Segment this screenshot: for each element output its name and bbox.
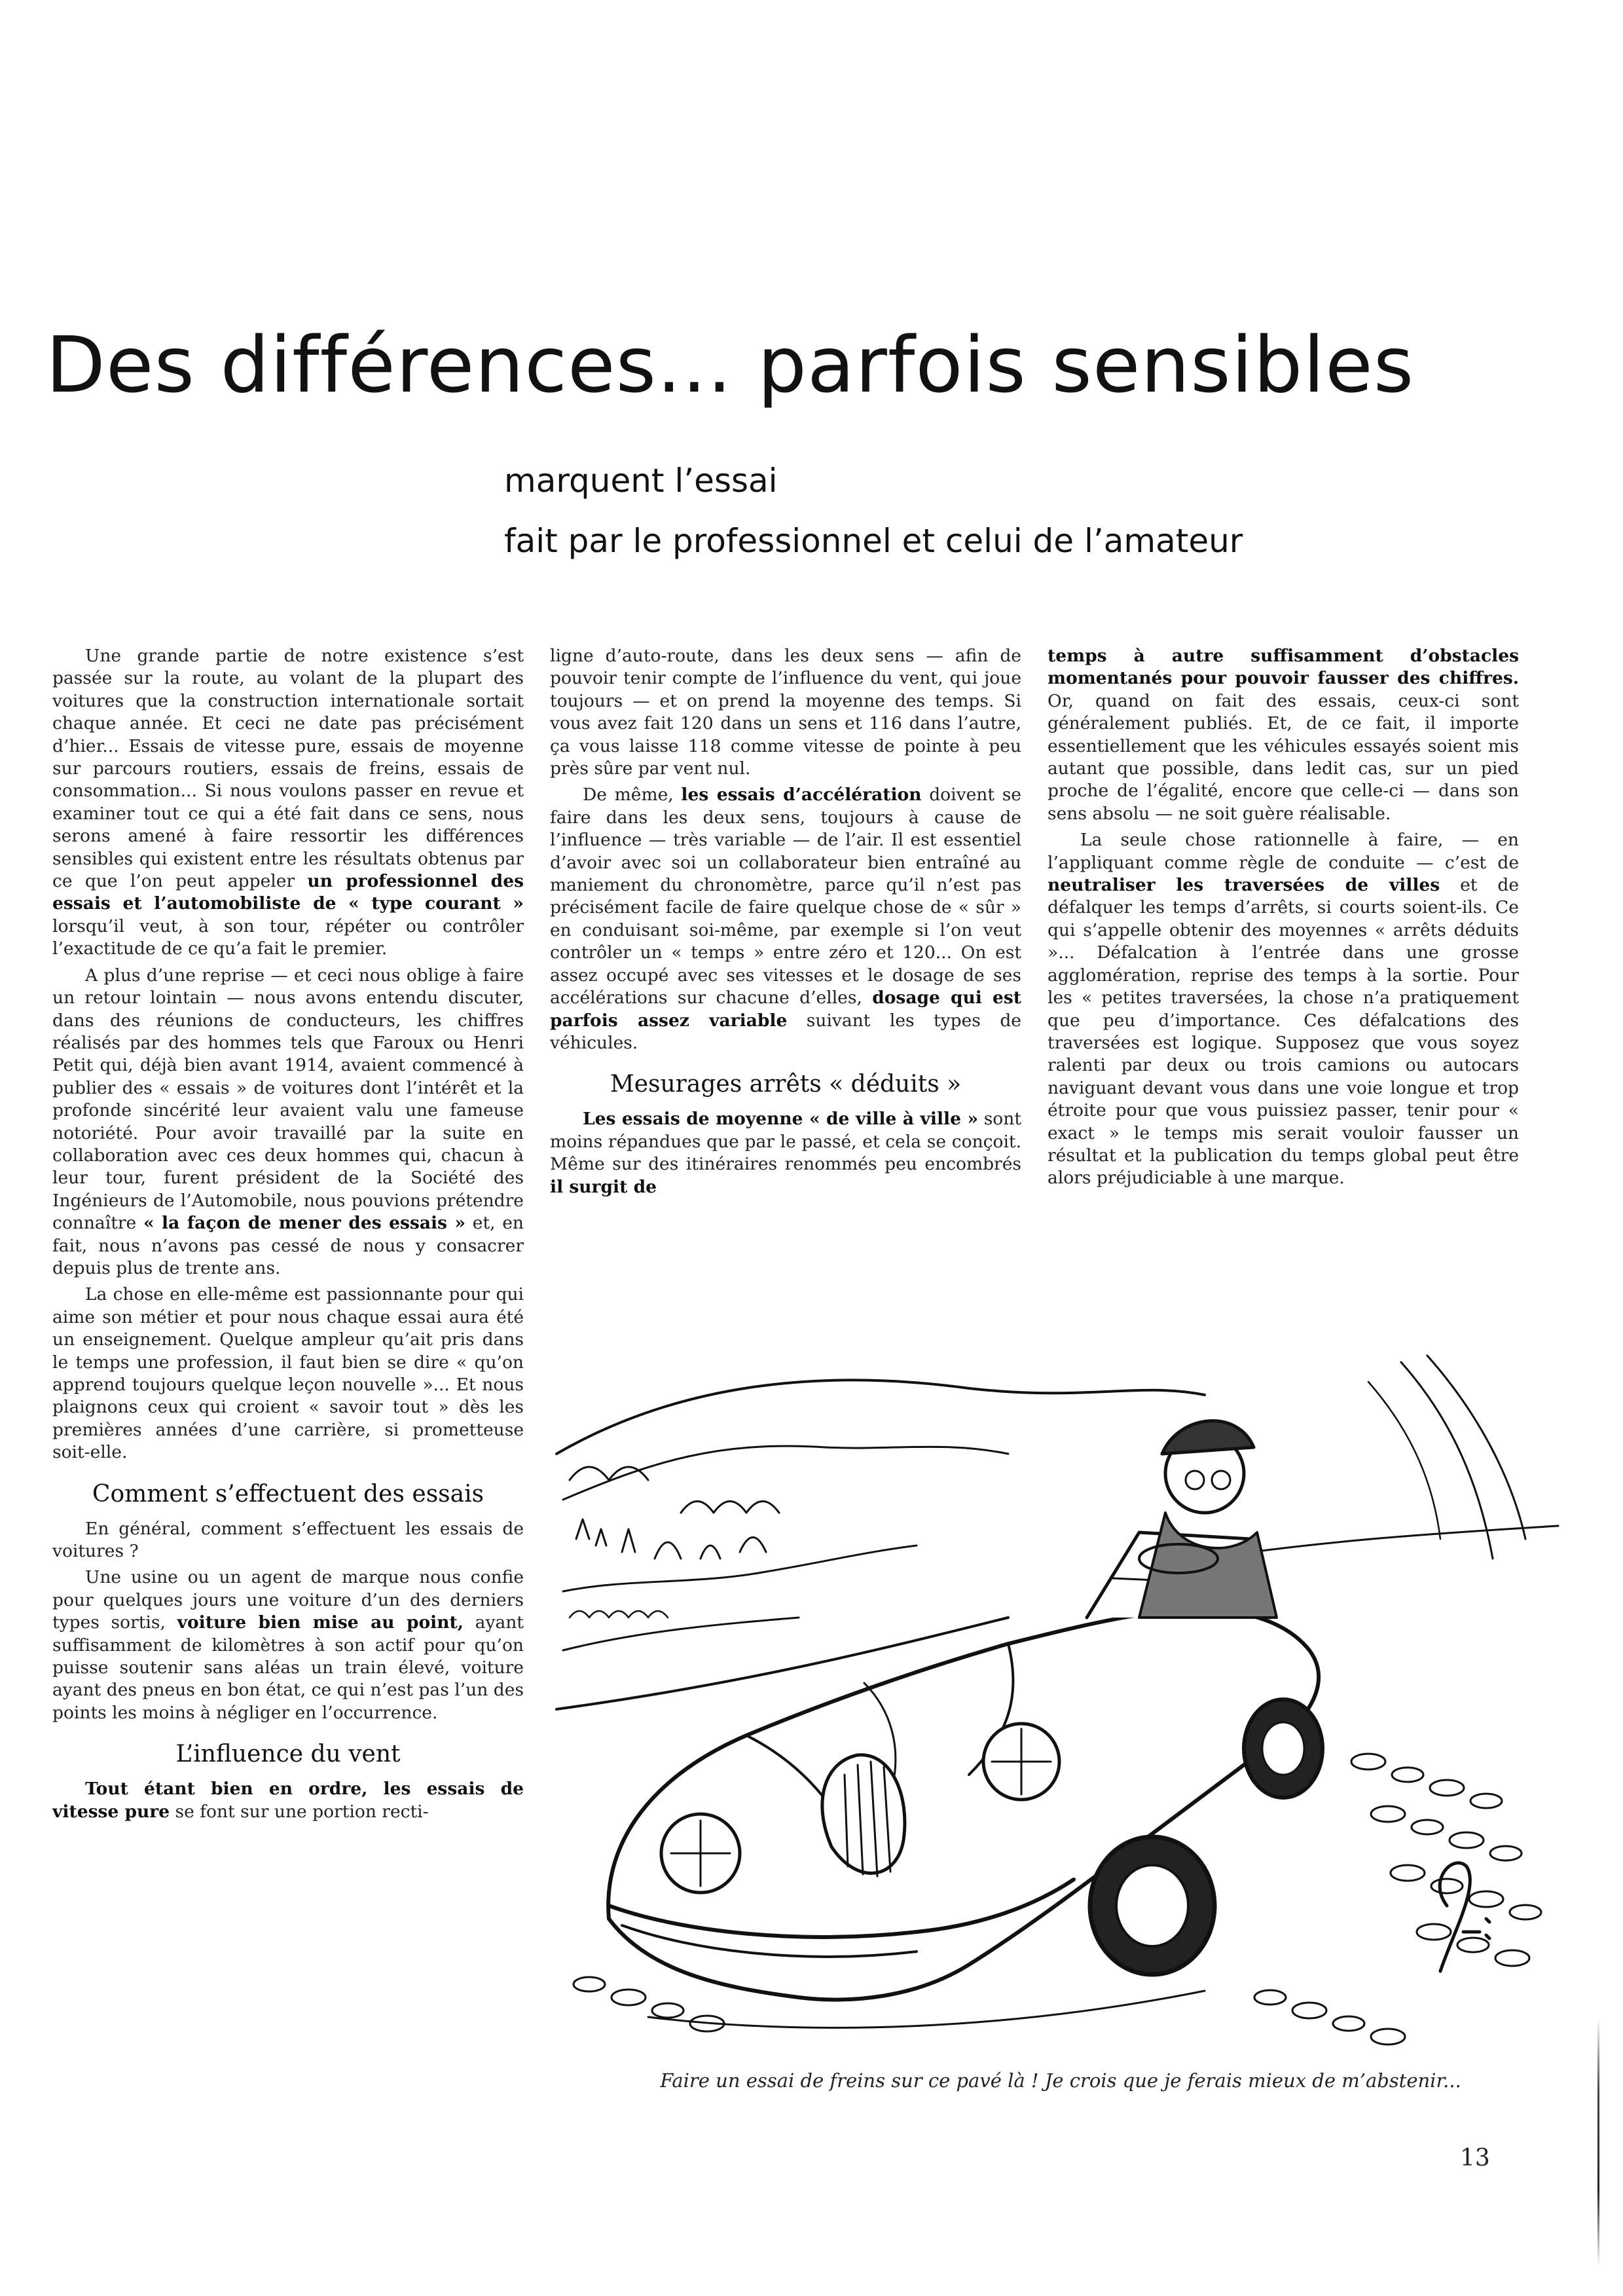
text-run: lorsqu’il veut, à son tour, répéter ou contrôler l’exactitude de ce qu’a fait le premier. (52, 916, 524, 959)
text-run: et de défalquer les temps d’arrêts, si courts soient-ils. Ce qui s’appelle obtenir des moyennes « arrêts déduits »... Défalcation à l’entrée dans une grosse agglomération, reprise des temps à la sortie. Pour les « petites traversées, la chose n’a pratiquement que peu d’importance. Ces défalcations des traversées est logique. Supposez que vous soyez ralenti par deux ou trois camions ou autocars naviguant devant vous dans une voie longue et trop étroite pour que vous puissiez passer, tenir pour « exact » le temps mis serait vouloir fausser un résultat et la publication du temps global peut être alors préjudiciable à une marque. (1048, 875, 1520, 1189)
subtitle-line-2: fait par le professionnel et celui de l’amateur (504, 522, 1243, 560)
car-cartoon-illustration (550, 1342, 1571, 2056)
paragraph (52, 1778, 524, 1823)
text-column-1 (52, 645, 524, 1827)
paragraph: En général, comment s’effectuent les essais de voitures ? (52, 1518, 524, 1562)
section-heading: Comment s’effectuent des essais (92, 1480, 484, 1508)
bold-text: il surgit de (550, 1176, 657, 1197)
paragraph (550, 1108, 1021, 1198)
text-run: De même, (583, 785, 674, 805)
text-run: sont moins répandues que par le passé, et cela se conçoit. Même sur des itinéraires renommés peu encombrés (550, 1109, 1021, 1175)
article-subtitle (504, 451, 1421, 571)
bold-text: dosage qui est parfois assez variable (550, 988, 1021, 1031)
text-run: La seule chose rationnelle à faire, — en l’appliquant comme règle de conduite — c’est de (1048, 830, 1519, 873)
section-heading: Mesurages arrêts « déduits » (610, 1071, 962, 1098)
text-column-2 (550, 645, 1021, 1202)
paragraph: La chose en elle-même est passionnante pour qui aime son métier et pour nous chaque essai aura été un enseignement. Quelque ampleur qu’ait pris dans le temps une profession, il faut bien se dire « qu’on apprend toujours quelque leçon nouvelle »... Et nous plaignons ceux qui croient « savoir tout » dès les premières années d’une carrière, si prometteuse soit-elle. (52, 1284, 524, 1463)
article-title: Des différences... parfois sensibles (46, 320, 1415, 410)
paragraph (52, 965, 524, 1280)
scan-edge-mark (1597, 2017, 1599, 2266)
text-run: A plus d’une reprise — et ceci nous oblige à faire un retour lointain — nous avons entendu discuter, dans des réunions de conducteurs, les chiffres réalisés par des hommes tels que Faroux ou Henri Petit qui, déjà bien avant 1914, avaient commencé à publier des « essais » de voitures dont l’intérêt et la profonde sincérité leur avaient valu une fameuse notoriété. Pour avoir travaillé par la suite en collaboration avec ces deux hommes qui, chacun à leur tour, furent président de la Société des Ingénieurs de l’Automobile, nous pouvions prétendre connaître (52, 965, 524, 1234)
bold-text: les essais d’accélération (681, 785, 922, 805)
section-heading: L’influence du vent (175, 1741, 401, 1768)
bold-text: Tout étant bien en ordre, les essais de vitesse pure (52, 1779, 524, 1822)
text-run: ayant suffisamment de kilomètres à son actif pour qu’on puisse soutenir sans aléas un train élevé, voiture ayant des pneus en bon état, ce qui n’est pas l’un des points les moins à négliger en l’occurrence. (52, 1612, 524, 1723)
paragraph: ligne d’auto-route, dans les deux sens — afin de pouvoir tenir compte de l’influence du vent, qui joue toujours — et on prend la moyenne des temps. Si vous avez fait 120 dans un sens et 116 dans l’autre, ça vous laisse 118 comme vitesse de pointe à peu près sûre par vent nul. (550, 646, 1021, 779)
illustration-caption: Faire un essai de freins sur ce pavé là ! Je crois que je ferais mieux de m’abstenir... (660, 2069, 1461, 2092)
bold-text: Les essais de moyenne « de ville à ville » (583, 1109, 979, 1130)
text-column-3 (1048, 645, 1519, 1194)
bold-text: un professionnel des essais et l’automobiliste de « type courant » (52, 871, 524, 914)
paragraph (52, 645, 524, 961)
text-run: Or, quand on fait des essais, ceux-ci sont généralement publiés. Et, de ce fait, il importe essentiellement que les véhicules essayés soient mis autant que possible, dans ledit cas, sur un pied proche de l’égalité, encore que celle-ci — dans son sens absolu — ne soit guère réalisable. (1048, 690, 1519, 824)
page-number: 13 (1460, 2145, 1490, 2172)
paragraph (1048, 829, 1519, 1190)
subtitle-line-1: marquent l’essai (504, 462, 778, 500)
text-run: se font sur une portion recti- (175, 1801, 429, 1822)
paragraph (1048, 645, 1519, 825)
text-run: suivant les types de véhicules. (550, 1010, 1021, 1053)
bold-text: « la façon de mener des essais » (143, 1213, 466, 1234)
text-run: doivent se faire dans les deux sens, toujours à cause de l’influence — très variable — de l’air. Il est essentiel d’avoir avec soi un collaborateur bien entraîné au maniement du chronomètre, parce qu’il n’est pas précisément facile de faire quelque chose de « sûr » en conduisant soi-même, par exemple si l’on veut contrôler un « temps » entre zéro et 120... On est assez occupé avec ses vitesses et le dosage de ses accélérations sur chacune d’elles, (550, 785, 1021, 1009)
bold-text: neutraliser les traversées de villes (1048, 875, 1440, 896)
paragraph (550, 784, 1021, 1054)
text-run: Une usine ou un agent de marque nous confie pour quelques jours une voiture d’un des derniers types sortis, (52, 1567, 524, 1633)
bold-text: temps à autre suffisamment d’obstacles momentanés pour pouvoir fausser des chiffres. (1048, 646, 1519, 689)
paragraph (52, 1566, 524, 1724)
bold-text: voiture bien mise au point, (177, 1612, 464, 1633)
text-run: et, en fait, nous n’avons pas cessé de nous y consacrer depuis plus de trente ans. (52, 1213, 524, 1278)
text-run: Une grande partie de notre existence s’est passée sur la route, au volant de la plupart des voitures que la construction internationale sortait chaque année. Et ceci ne date pas précisément d’hier... Essais de vitesse pure, essais de moyenne sur parcours routiers, essais de freins, essais de consommation... Si nous voulons passer en revue et examiner tout ce qui a été fait dans ce sens, nous serons amené à faire ressortir les différences sensibles qui existent entre les résultats obtenus par ce que l’on peut appeler (52, 646, 524, 892)
